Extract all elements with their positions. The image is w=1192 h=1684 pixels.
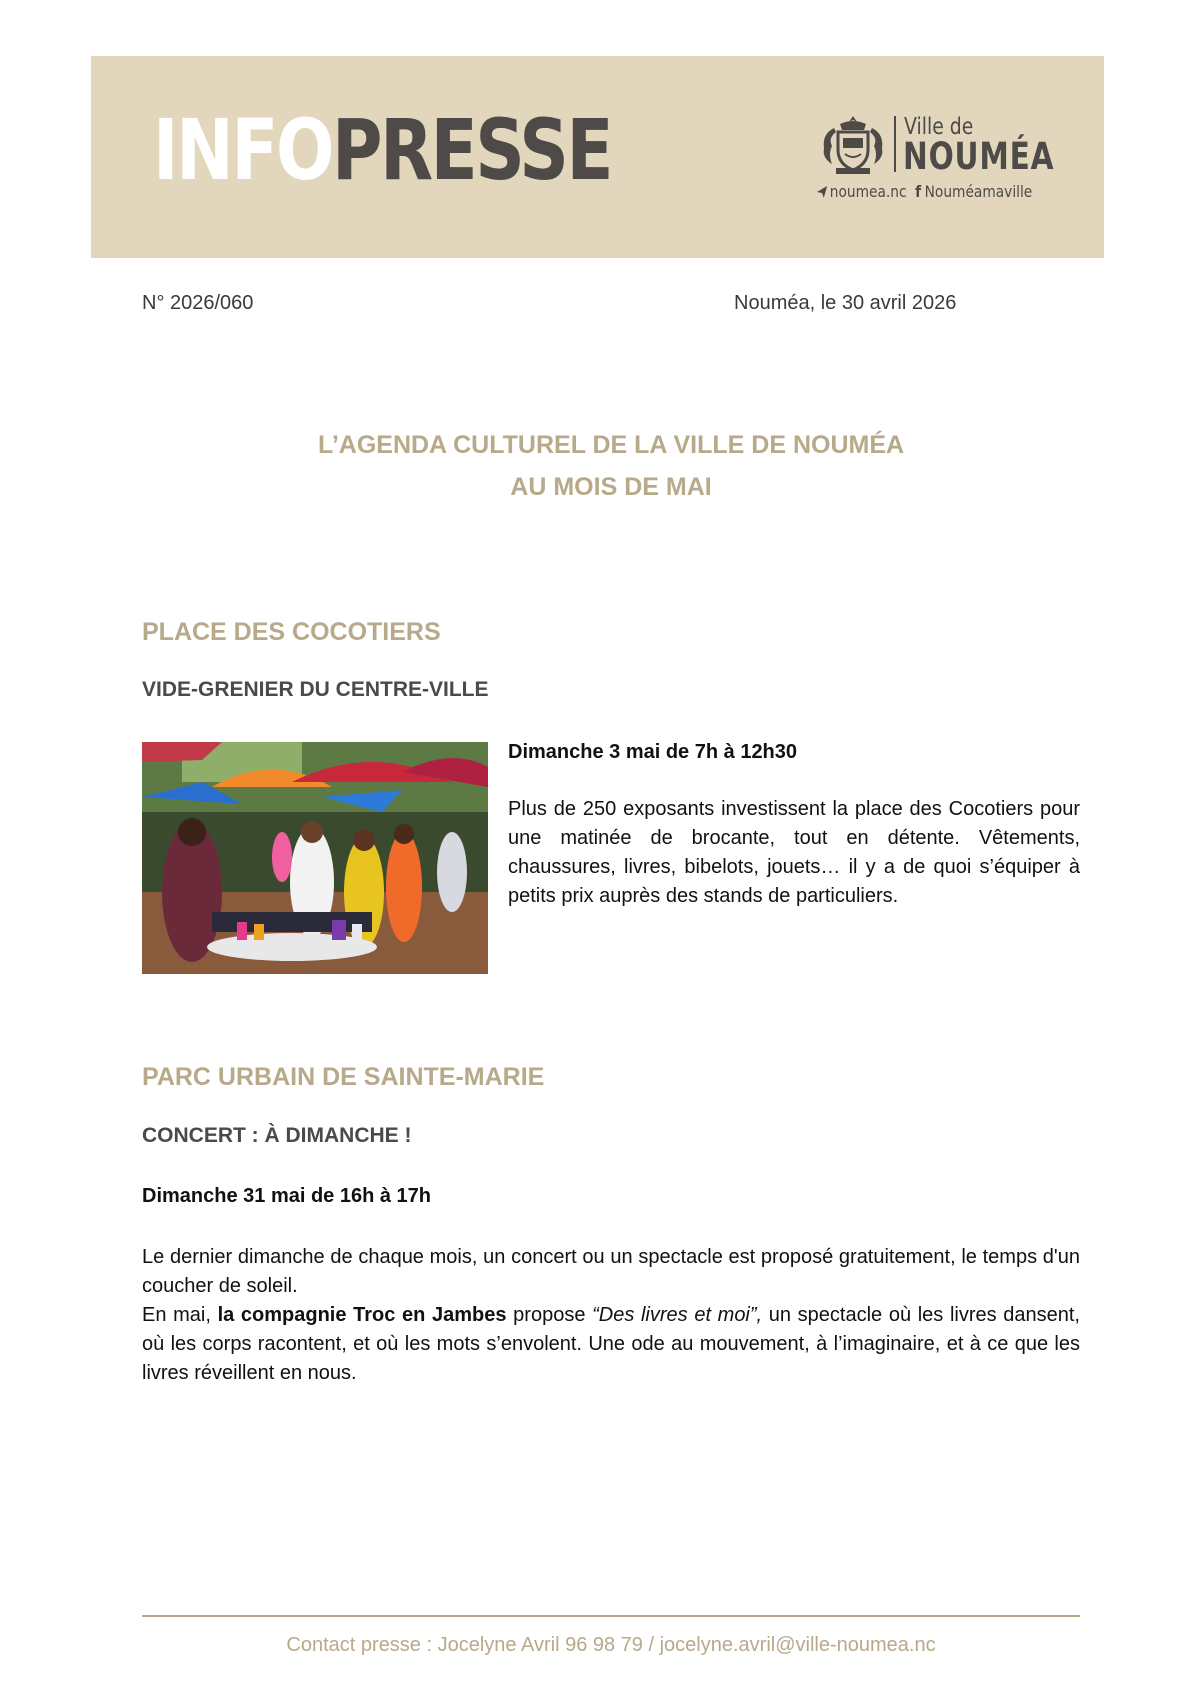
section-2-place: PARC URBAIN DE SAINTE-MARIE bbox=[142, 1063, 545, 1091]
ville-de-text: Ville de bbox=[904, 114, 974, 140]
website-link[interactable]: noumea.nc bbox=[829, 182, 907, 201]
ville-de-noumea-logo bbox=[816, 114, 1066, 204]
flea-market-photo bbox=[142, 742, 488, 974]
section-2-event: CONCERT : À DIMANCHE ! bbox=[142, 1124, 412, 1147]
brand-info: INFO bbox=[153, 101, 333, 199]
section-1-body: Plus de 250 exposants investissent la place des Cocotiers pour une matinée de brocante, tout en détente. Vêtements, chaussures, livres, bibelots, jouets… il y a de quoi s’équiper à petits prix auprès des stands de particuliers. bbox=[508, 798, 1080, 907]
title-line-2: AU MOIS DE MAI bbox=[510, 473, 712, 501]
header-banner bbox=[91, 56, 1104, 258]
company-name: la compagnie Troc en Jambes bbox=[217, 1304, 507, 1326]
title-line-1: L’AGENDA CULTUREL DE LA VILLE DE NOUMÉA bbox=[317, 431, 905, 459]
section-1-date: Dimanche 3 mai de 7h à 12h30 bbox=[508, 741, 798, 763]
section-2-body-1: Le dernier dimanche de chaque mois, un concert ou un spectacle est proposé gratuitement, le temps d'un coucher de soleil. bbox=[142, 1246, 1080, 1297]
press-release-date: Nouméa, le 30 avril 2026 bbox=[734, 292, 957, 314]
send-icon bbox=[816, 185, 828, 199]
press-release-number: N° 2026/060 bbox=[142, 292, 254, 314]
footer-divider bbox=[142, 1615, 1080, 1617]
section-1-event: VIDE-GRENIER DU CENTRE-VILLE bbox=[142, 678, 489, 701]
body-2-text-c: un spectacle où les livres dansent, où les corps racontent, et où les mots s’envolent. Une ode au mouvement, à l’imaginaire, et à ce que les livres réveillent en nous. bbox=[142, 1304, 1080, 1384]
page-title bbox=[142, 424, 1080, 508]
body-2-text-b: propose bbox=[506, 1304, 593, 1326]
brand-presse: PRESSE bbox=[332, 101, 612, 199]
facebook-link[interactable]: Nouméamaville bbox=[924, 182, 1033, 201]
facebook-icon: f bbox=[915, 182, 922, 201]
show-title: “Des livres et moi”, bbox=[592, 1304, 763, 1326]
noumea-text: NOUMÉA bbox=[903, 135, 1055, 178]
coat-of-arms-icon bbox=[816, 114, 890, 176]
section-2-date: Dimanche 31 mai de 16h à 17h bbox=[142, 1185, 432, 1207]
social-links bbox=[816, 182, 1032, 201]
info-presse-logo bbox=[153, 101, 612, 199]
press-contact: Contact presse : Jocelyne Avril 96 98 79 / jocelyne.avril@ville-noumea.nc bbox=[286, 1634, 936, 1656]
body-2-text-a: En mai, bbox=[142, 1304, 218, 1326]
logo-divider bbox=[894, 116, 896, 172]
section-1-place: PLACE DES COCOTIERS bbox=[142, 618, 441, 646]
section-2-body-2 bbox=[142, 1301, 1080, 1388]
